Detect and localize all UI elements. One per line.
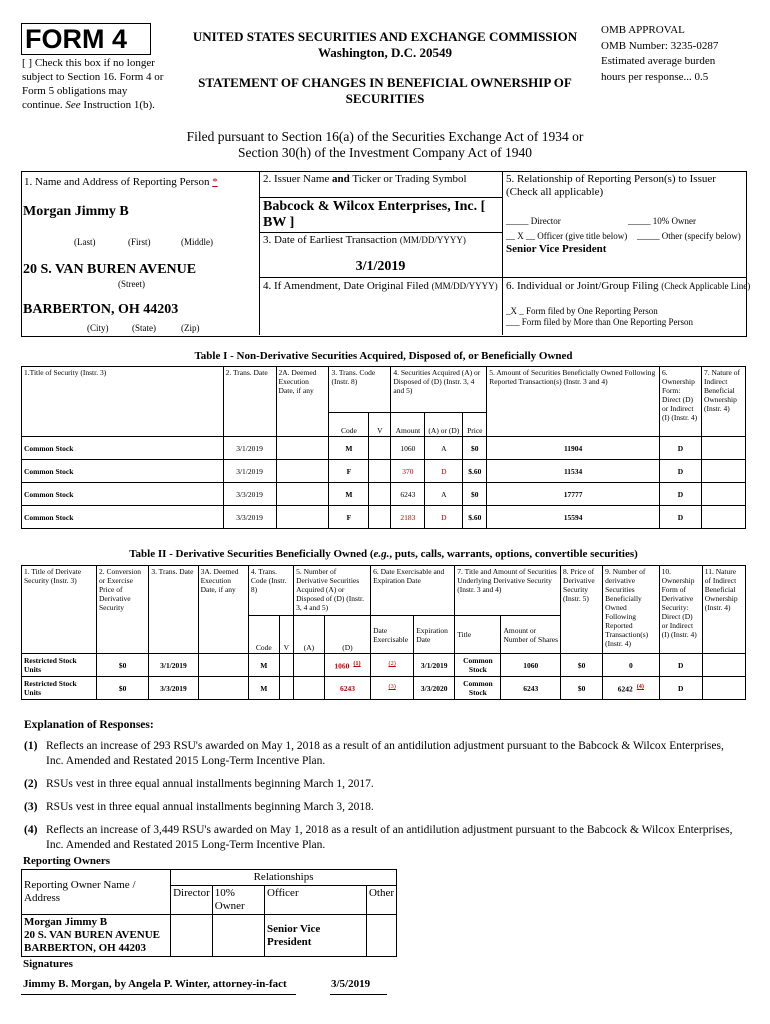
t1-cell-code: F xyxy=(329,460,369,483)
officer-title: Senior Vice President xyxy=(506,243,607,255)
table1-title: Table I - Non-Derivative Securities Acquired, Disposed of, or Beneficially Owned xyxy=(194,350,573,362)
t1-cell-owned: 11534 xyxy=(487,460,660,483)
t1-cell-form: D xyxy=(659,437,701,460)
t1-cell-title: Common Stock xyxy=(22,460,224,483)
t1-cell-price: $.60 xyxy=(463,460,487,483)
other-option: _____ Other (specify below) xyxy=(637,231,741,241)
t1-cell-nature xyxy=(701,483,745,506)
t1-cell-amount: 2183 xyxy=(391,506,425,529)
note-number: (4) xyxy=(24,824,38,836)
t1-cell-nature xyxy=(701,437,745,460)
table1 xyxy=(21,366,746,529)
t2-h-underlying: 7. Title and Amount of Securities Underlying Derivative Security (Instr. 3 and 4) xyxy=(455,566,561,616)
t2-cell-code: M xyxy=(248,654,279,677)
table1-row xyxy=(22,506,746,529)
footnote-link[interactable]: (1) xyxy=(353,660,361,668)
t2-cell-price: $0 xyxy=(561,654,603,677)
table2 xyxy=(21,565,746,700)
t2-h-form: 10. Ownership Form of Derivative Security: Direct (D) or Indirect (I) (Instr. 4) xyxy=(659,566,702,654)
t2-h-exercisable: 6. Date Exercisable and Expiration Date xyxy=(371,566,455,616)
explanation-note xyxy=(24,800,736,815)
owner-officer-title: Senior Vice President xyxy=(265,915,367,957)
t2-h-date: 3. Trans. Date xyxy=(149,566,198,654)
last-label: (Last) xyxy=(74,237,96,247)
t2-cell-owned xyxy=(603,677,659,700)
owner-name-address: Morgan Jimmy B 20 S. VAN BUREN AVENUE BARBERTON, OH 44203 xyxy=(22,915,171,957)
note-text: Reflects an increase of 3,449 RSU's awarded on May 1, 2018 as a result of an antidilution adjustment pursuant to the Babcock & Wilcox Enterprises, Inc. Amended and Restated 2015 Long-Term Incentive Plan. xyxy=(46,824,733,851)
t1-cell-nature xyxy=(701,506,745,529)
t1-cell-v xyxy=(369,506,391,529)
street-label: (Street) xyxy=(118,279,145,289)
filing-one: _X _ Form filed by One Reporting Person xyxy=(506,306,658,316)
amendment-label: 4. If Amendment, Date Original Filed (MM/DD/YYYY) xyxy=(263,280,498,292)
t1-sh-price: Price xyxy=(463,413,487,437)
t2-cell-code: M xyxy=(248,677,279,700)
t2-cell-title: Restricted Stock Units xyxy=(22,677,97,700)
signatures-title: Signatures xyxy=(23,958,73,970)
t1-cell-code: F xyxy=(329,506,369,529)
owners-h-rel: Relationships xyxy=(171,870,397,886)
statement-title-1: STATEMENT OF CHANGES IN BENEFICIAL OWNERSHIP OF xyxy=(198,75,572,90)
reporting-person-label: 1. Name and Address of Reporting Person * xyxy=(24,176,218,188)
t1-sh-v: V xyxy=(369,413,391,437)
t1-sh-code: Code xyxy=(329,413,369,437)
t2-d-value: 6243 xyxy=(339,683,355,693)
agency-location: Washington, D.C. 20549 xyxy=(318,45,452,60)
filing-more: ___ Form filed by More than One Reporting Person xyxy=(506,317,693,327)
t1-h-code: 3. Trans. Code (Instr. 8) xyxy=(329,367,391,413)
t1-cell-title: Common Stock xyxy=(22,437,224,460)
t1-cell-amount: 6243 xyxy=(391,483,425,506)
t1-h-owned: 5. Amount of Securities Beneficially Owned Following Reported Transaction(s) (Instr. 3 and 4) xyxy=(487,367,660,437)
t2-cell-a xyxy=(294,654,325,677)
t1-cell-form: D xyxy=(659,506,701,529)
t1-cell-amount: 1060 xyxy=(391,437,425,460)
t2-cell-a xyxy=(294,677,325,700)
check-box-text: [ ] Check this box if no longer subject to Section 16. Form 4 or Form 5 obligations may continue. See Instruction 1(b). xyxy=(22,57,164,111)
t2-cell-ul_title: Common Stock xyxy=(455,654,501,677)
t2-cell-d xyxy=(324,677,370,700)
t1-sh-aord: (A) or (D) xyxy=(425,413,463,437)
issuer-name: Babcock & Wilcox Enterprises, Inc. [ BW ] xyxy=(263,199,486,230)
table1-row xyxy=(22,483,746,506)
reporting-person-name: Morgan Jimmy B xyxy=(23,204,129,219)
t2-cell-nature xyxy=(702,654,745,677)
table2-title: Table II - Derivative Securities Beneficially Owned (e.g., puts, calls, warrants, options, convertible securities) xyxy=(129,548,638,560)
t2-h-title: 1. Title of Derivate Security (Instr. 3) xyxy=(22,566,97,654)
table2-row xyxy=(22,654,746,677)
t2-cell-ul_title: Common Stock xyxy=(455,677,501,700)
omb-box: OMB APPROVAL OMB Number: 3235-0287 Estimated average burden hours per response... 0.5 xyxy=(601,24,719,83)
t1-cell-price: $0 xyxy=(463,437,487,460)
note-number: (1) xyxy=(24,740,38,752)
t2-cell-owned xyxy=(603,654,659,677)
statement-title-2: SECURITIES xyxy=(345,91,425,106)
earliest-transaction-date: 3/1/2019 xyxy=(355,259,406,274)
t2-h-number: 5. Number of Derivative Securities Acquired (A) or Disposed of (D) (Instr. 3, 4 and 5) xyxy=(294,566,371,616)
t1-cell-code: M xyxy=(329,483,369,506)
t1-cell-owned: 15594 xyxy=(487,506,660,529)
t2-sh-title: Title xyxy=(455,616,501,654)
t1-cell-date: 3/3/2019 xyxy=(223,483,276,506)
t2-cell-exp: 3/3/2020 xyxy=(414,677,455,700)
t1-cell-price: $0 xyxy=(463,483,487,506)
issuer-label: 2. Issuer Name and Ticker or Trading Symbol xyxy=(263,173,467,185)
t1-cell-owned: 11904 xyxy=(487,437,660,460)
t1-cell-date: 3/1/2019 xyxy=(223,460,276,483)
t2-sh-exer: Date Exercisable xyxy=(371,616,414,654)
owners-h-other: Other xyxy=(366,886,396,915)
t2-h-conv: 2. Conversion or Exercise Price of Derivative Security xyxy=(96,566,148,654)
t1-cell-v xyxy=(369,460,391,483)
explanation-note xyxy=(24,739,736,769)
zip-label: (Zip) xyxy=(181,323,200,333)
t2-cell-deemed xyxy=(198,677,248,700)
table2-row xyxy=(22,677,746,700)
t2-cell-date: 3/3/2019 xyxy=(149,677,198,700)
explanation-title: Explanation of Responses: xyxy=(24,719,154,731)
t2-h-deemed: 3A. Deemed Execution Date, if any xyxy=(198,566,248,654)
footnote-link[interactable]: (4) xyxy=(636,683,644,691)
t1-h-date: 2. Trans. Date xyxy=(223,367,276,437)
t1-cell-code: M xyxy=(329,437,369,460)
state-label: (State) xyxy=(132,323,156,333)
t1-cell-title: Common Stock xyxy=(22,506,224,529)
t1-cell-amount: 370 xyxy=(391,460,425,483)
owners-h-officer: Officer xyxy=(265,886,367,915)
filing-label: 6. Individual or Joint/Group Filing (Check Applicable Line) xyxy=(506,280,751,292)
t2-owned-value: 0 xyxy=(628,660,633,670)
t2-cell-deemed xyxy=(198,654,248,677)
t2-cell-exp: 3/1/2019 xyxy=(414,654,455,677)
t1-h-title: 1.Title of Security (Instr. 3) xyxy=(22,367,224,437)
explanation-note xyxy=(24,823,736,853)
signature-date: 3/5/2019 xyxy=(331,978,371,990)
t2-sh-amt: Amount or Number of Shares xyxy=(501,616,561,654)
note-number: (2) xyxy=(24,778,38,790)
t1-h-acq: 4. Securities Acquired (A) or Disposed of (D) (Instr. 3, 4 and 5) xyxy=(391,367,487,413)
t1-h-form: 6. Ownership Form: Direct (D) or Indirect (I) (Instr. 4) xyxy=(659,367,701,437)
director-option: _____ Director xyxy=(506,216,561,226)
explanation-note xyxy=(24,777,736,792)
t2-d-value: 1060 xyxy=(334,661,350,671)
t1-cell-owned: 17777 xyxy=(487,483,660,506)
t1-cell-price: $.60 xyxy=(463,506,487,529)
t1-cell-ad: D xyxy=(425,506,463,529)
city-line: BARBERTON, OH 44203 xyxy=(23,302,179,317)
t2-cell-price: $0 xyxy=(561,677,603,700)
t2-owned-value: 6242 xyxy=(617,684,633,694)
t1-cell-v xyxy=(369,437,391,460)
t1-cell-date: 3/1/2019 xyxy=(223,437,276,460)
table1-row xyxy=(22,460,746,483)
relationship-label: 5. Relationship of Reporting Person(s) to Issuer (Check all applicable) xyxy=(506,173,716,198)
owners-title: Reporting Owners xyxy=(23,855,111,867)
t2-sh-d: (D) xyxy=(324,616,370,654)
t1-cell-form: D xyxy=(659,483,701,506)
t2-cell-form: D xyxy=(659,654,702,677)
t2-h-num-owned: 9. Number of derivative Securities Beneficially Owned Following Reported Transaction(s) (Instr. 4) xyxy=(603,566,659,654)
t2-cell-form: D xyxy=(659,677,702,700)
t1-cell-ad: D xyxy=(425,460,463,483)
t1-cell-v xyxy=(369,483,391,506)
earliest-transaction-label: 3. Date of Earliest Transaction (MM/DD/YYYY) xyxy=(263,234,466,246)
t2-h-price: 8. Price of Derivative Security (Instr. 5) xyxy=(561,566,603,654)
asterisk-link[interactable]: * xyxy=(212,176,218,188)
t2-cell-ul_amt: 6243 xyxy=(501,677,561,700)
footnote-link[interactable]: (3) xyxy=(388,683,396,691)
t2-cell-exer xyxy=(371,677,414,700)
signer-name: Jimmy B. Morgan, by Angela P. Winter, attorney-in-fact xyxy=(23,978,287,990)
t2-cell-date: 3/1/2019 xyxy=(149,654,198,677)
note-text: Reflects an increase of 293 RSU's awarded on May 1, 2018 as a result of an antidilution adjustment pursuant to the Babcock & Wilcox Enterprises, Inc. Amended and Restated 2015 Long-Term Incentive Plan. xyxy=(46,740,724,767)
t1-cell-ad: A xyxy=(425,437,463,460)
t2-cell-title: Restricted Stock Units xyxy=(22,654,97,677)
t1-cell-title: Common Stock xyxy=(22,483,224,506)
t2-sh-v: V xyxy=(279,616,293,654)
middle-label: (Middle) xyxy=(181,237,213,247)
t2-sh-code: Code xyxy=(248,616,279,654)
officer-option: __ X __ Officer (give title below) xyxy=(506,231,628,241)
t2-sh-a: (A) xyxy=(294,616,325,654)
t1-h-deemed: 2A. Deemed Execution Date, if any xyxy=(276,367,329,437)
owners-h-name: Reporting Owner Name / Address xyxy=(22,870,171,915)
t2-cell-conv: $0 xyxy=(96,654,148,677)
note-text: RSUs vest in three equal annual installments beginning March 1, 2017. xyxy=(46,778,374,790)
t2-cell-exer xyxy=(371,654,414,677)
explanation-notes xyxy=(24,739,736,861)
table1-row xyxy=(22,437,746,460)
owners-table xyxy=(21,869,397,957)
t1-sh-amount: Amount xyxy=(391,413,425,437)
street-address: 20 S. VAN BUREN AVENUE xyxy=(23,262,197,277)
owners-h-director: Director xyxy=(171,886,213,915)
note-number: (3) xyxy=(24,801,38,813)
t1-cell-ad: A xyxy=(425,483,463,506)
t2-cell-v xyxy=(279,677,293,700)
t1-cell-form: D xyxy=(659,460,701,483)
t1-cell-deemed xyxy=(276,483,329,506)
t2-cell-ul_amt: 1060 xyxy=(501,654,561,677)
note-text: RSUs vest in three equal annual installments beginning March 3, 2018. xyxy=(46,801,374,813)
t2-cell-d xyxy=(324,654,370,677)
t1-cell-date: 3/3/2019 xyxy=(223,506,276,529)
city-label: (City) xyxy=(87,323,109,333)
t1-cell-deemed xyxy=(276,437,329,460)
first-label: (First) xyxy=(128,237,151,247)
filed-pursuant: Filed pursuant to Section 16(a) of the Securities Exchange Act of 1934 or Section 30(h) of the Investment Company Act of 1940 xyxy=(186,129,584,160)
t2-sh-exp: Expiration Date xyxy=(414,616,455,654)
t1-cell-deemed xyxy=(276,506,329,529)
t1-cell-nature xyxy=(701,460,745,483)
t2-cell-conv: $0 xyxy=(96,677,148,700)
ten-pct-option: _____ 10% Owner xyxy=(628,216,696,226)
t2-cell-v xyxy=(279,654,293,677)
t1-cell-deemed xyxy=(276,460,329,483)
footnote-link[interactable]: (2) xyxy=(388,660,396,668)
t2-h-nature: 11. Nature of Indirect Beneficial Ownership (Instr. 4) xyxy=(702,566,745,654)
t1-h-nature: 7. Nature of Indirect Beneficial Ownership (Instr. 4) xyxy=(701,367,745,437)
t2-h-code: 4. Trans. Code (Instr. 8) xyxy=(248,566,293,616)
agency-name: UNITED STATES SECURITIES AND EXCHANGE COMMISSION xyxy=(192,29,578,44)
t2-cell-nature xyxy=(702,677,745,700)
owners-h-ten: 10% Owner xyxy=(212,886,264,915)
form-title: FORM 4 xyxy=(25,24,128,54)
